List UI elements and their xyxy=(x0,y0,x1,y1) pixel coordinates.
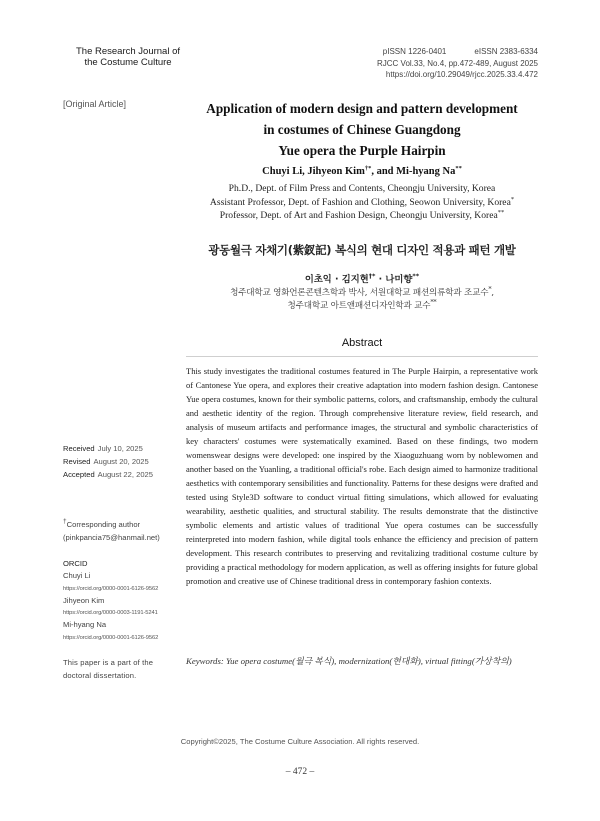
journal-name xyxy=(63,46,193,68)
publication-meta xyxy=(377,46,538,81)
orcid-link-1[interactable]: https://orcid.org/0000-0001-6126-9562 xyxy=(63,585,159,592)
corresponding-author xyxy=(63,519,183,544)
author-mark-2: ** xyxy=(455,165,462,172)
eissn: eISSN 2383-6334 xyxy=(474,47,538,56)
korean-authors: 이초익 · 김지현†* · 나미향** xyxy=(304,272,420,285)
received-date: Received July 10, 2025 xyxy=(63,444,143,453)
keywords-text: Yue opera costume(월극 복식), modernization(현대화), virtual fitting(가상착의) xyxy=(226,656,512,666)
pissn: pISSN 1226-0401 xyxy=(382,47,447,56)
korean-title: 광동월극 자채기(紫釵記) 복식의 현대 디자인 적용과 패턴 개발 xyxy=(208,243,516,257)
dissertation-note: This paper is a part of the doctoral dissertation. xyxy=(63,658,154,680)
orcid-name-3: Mi-hyang Na xyxy=(63,620,107,630)
orcid-name-1: Chuyi Li xyxy=(63,571,91,581)
korean-affiliation-1: 청주대학교 영화언론콘텐츠학과 박사, 서원대학교 패션의류학과 조교수*, xyxy=(230,285,494,298)
affiliation-3: Professor, Dept. of Art and Fashion Design, Cheongju University, Korea** xyxy=(219,209,505,221)
orcid-heading: ORCID xyxy=(63,559,88,568)
korean-affiliation-2: 청주대학교 아트앤패션디자인학과 교수** xyxy=(287,298,437,311)
corresponding-email[interactable]: (pinkpancia75@hanmail.net) xyxy=(63,532,160,542)
issn-line xyxy=(377,46,538,58)
article-type: [Original Article] xyxy=(63,99,127,109)
revised-date: Revised August 20, 2025 xyxy=(63,457,149,466)
article-dates xyxy=(63,442,183,481)
corresponding-label: †Corresponding author xyxy=(63,518,141,529)
abstract-heading: Abstract xyxy=(341,337,383,349)
affiliation-1: Ph.D., Dept. of Film Press and Contents, Cheongju University, Korea xyxy=(228,183,496,194)
accepted-date: Accepted August 22, 2025 xyxy=(63,470,153,479)
orcid-list xyxy=(63,558,183,644)
author-names-2: , and Mi-hyang Na xyxy=(371,166,456,177)
page-number: – 472 – xyxy=(285,767,315,777)
paper-title xyxy=(186,98,538,161)
author-list xyxy=(186,166,538,177)
affiliation-2: Assistant Professor, Dept. of Fashion and Clothing, Seowon University, Korea* xyxy=(209,195,515,208)
korean-affiliations xyxy=(186,287,538,313)
title-line3: Yue opera the Purple Hairpin xyxy=(278,143,446,158)
abstract-body: This study investigates the traditional costumes featured in The Purple Hairpin, a representative work of Cantonese Yue opera, and explores their creative adaptation into modern fashion design. Cantonese Yue opera costumes, known for their symbolic patterns, colors, and craftsmanship, embody the cultural and aesthetic identity of the region. Through comprehensive literature review, field research, and analysis of museum artifacts and performance images, the structural and symbolic characteristics of key characters' costumes were systematically examined. Based on these findings, two modern womenswear designs were developed: one inspired by the Xiaoguzhuang worn by noblewomen and another based on the Yuanling, a traditional official's robe. Each design aimed to harmonize traditional aesthetics with contemporary sensibilities and functionality. Patterns for these designs were drafted and tested using Style3D software to conduct virtual fitting simulations, which allowed for evaluating wearability, aesthetic qualities, and structural stability. The results demonstrate that the distinctive symbolic elements and artistic values of traditional Yue opera costumes can be successfully reinterpreted into modern fashion, while digital tools enhance the efficiency and precision of pattern development. This research contributes to preserving and revitalizing traditional costume culture by providing a practical methodology for modern application, as well as offering insights for future global promotion and creative use of Chinese traditional dress in contemporary fashion contexts. xyxy=(186,366,538,586)
orcid-link-2[interactable]: https://orcid.org/0000-0003-1191-5241 xyxy=(63,610,158,617)
title-line1: Application of modern design and pattern development xyxy=(206,101,518,116)
keywords xyxy=(186,655,542,668)
title-line2: in costumes of Chinese Guangdong xyxy=(263,122,461,137)
orcid-link-3[interactable]: https://orcid.org/0000-0001-6126-9562 xyxy=(63,634,159,641)
abstract-divider xyxy=(186,356,538,357)
author-names-1: Chuyi Li, Jihyeon Kim xyxy=(262,166,365,177)
orcid-name-2: Jihyeon Kim xyxy=(63,595,105,605)
volume-info: RJCC Vol.33, No.4, pp.472-489, August 2025 xyxy=(377,58,538,68)
journal-name-line1: The Research Journal of xyxy=(75,46,181,57)
doi-link[interactable]: https://doi.org/10.29049/rjcc.2025.33.4.472 xyxy=(385,70,538,79)
affiliations xyxy=(186,182,538,223)
copyright-notice: Copyright©2025, The Costume Culture Association. All rights reserved. xyxy=(180,737,420,746)
journal-name-line2: the Costume Culture xyxy=(84,57,172,68)
keywords-label: Keywords: xyxy=(186,656,224,666)
author-mark-1: †* xyxy=(364,165,372,172)
